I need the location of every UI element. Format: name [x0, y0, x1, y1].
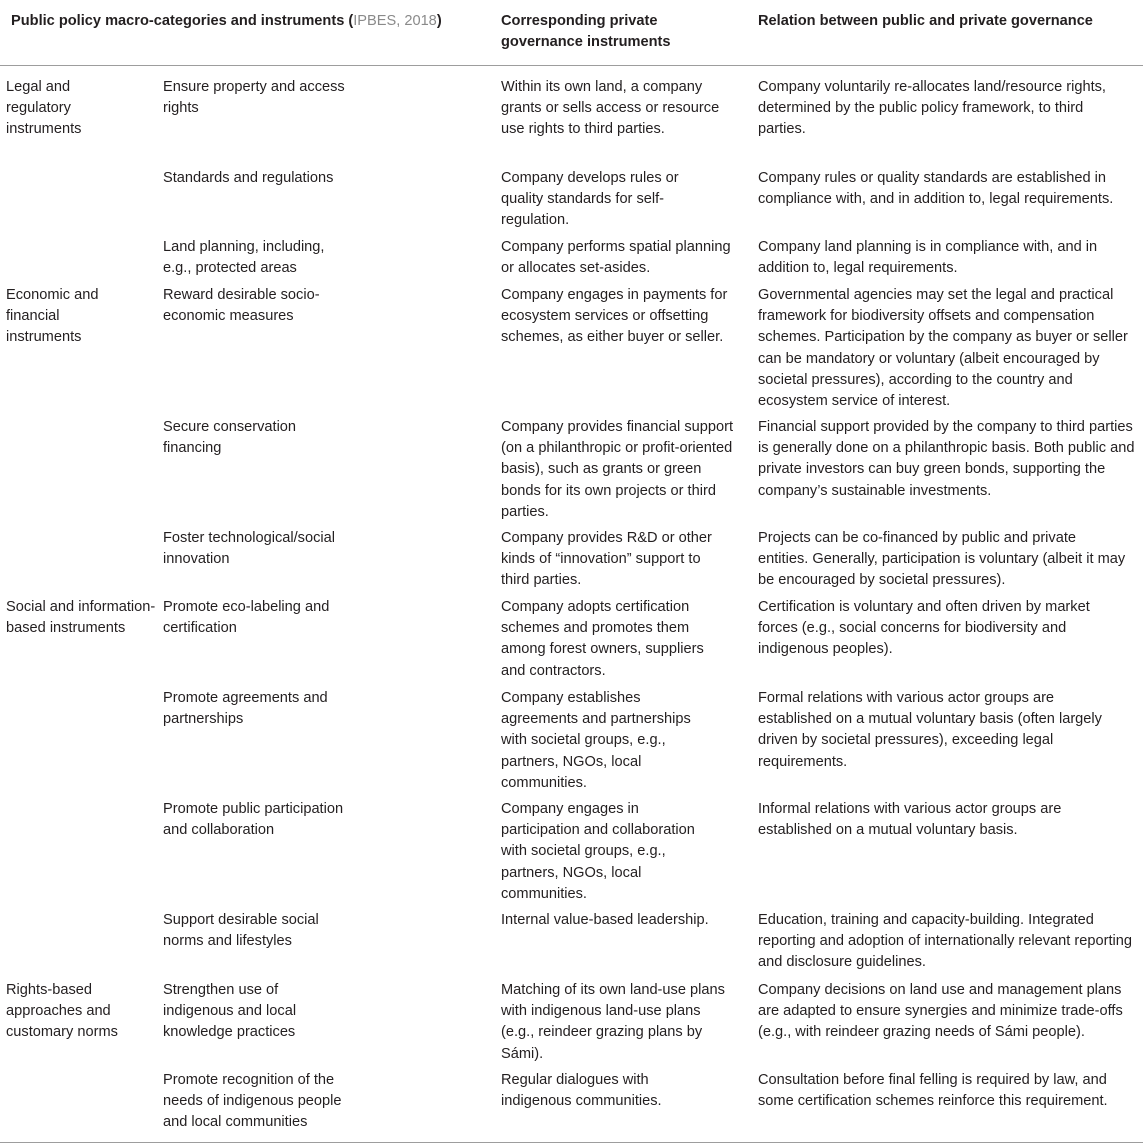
category-cell: Economic and financial instruments	[6, 287, 99, 346]
instrument-cell: Support desirable social norms and lifestyles	[163, 912, 319, 950]
header-relation: Relation between public and private governance	[758, 13, 1093, 29]
relation-cell: Certification is voluntary and often driven by market forces (e.g., social concerns for biodiversity and indigenous peoples).	[758, 599, 1090, 658]
private-instrument-cell: Company engages in participation and collaboration with societal groups, e.g., partners, NGOs, local communities.	[501, 801, 695, 902]
instrument-cell: Promote agreements and partnerships	[163, 690, 328, 728]
private-instrument-cell: Company provides R&D or other kinds of “innovation” support to third parties.	[501, 530, 712, 589]
relation-cell: Company voluntarily re-allocates land/resource rights, determined by the public policy framework, to third parties.	[758, 79, 1106, 138]
instrument-cell: Secure conservation financing	[163, 419, 297, 457]
relation-cell: Informal relations with various actor groups are established on a mutual voluntary basis.	[758, 801, 1062, 839]
instrument-cell: Standards and regulations	[163, 170, 334, 186]
header-policy-categories: Public policy macro-categories and instruments (IPBES, 2018)	[11, 13, 442, 29]
relation-cell: Education, training and capacity-building. Integrated reporting and adoption of internationally relevant reporting and disclosure guidelines.	[758, 912, 1133, 971]
instrument-cell: Strengthen use of indigenous and local knowledge practices	[163, 982, 297, 1041]
citation-link[interactable]: IPBES, 2018	[353, 13, 437, 29]
relation-cell: Financial support provided by the company to third parties is generally done on a philanthropic basis. Both public and private investors can buy green bonds, supporting the company’s sustainable investments.	[758, 419, 1135, 499]
relation-cell: Company decisions on land use and management plans are adapted to ensure synergies and minimize trade-offs (e.g., with reindeer grazing needs of Sámi people).	[758, 982, 1123, 1041]
private-instrument-cell: Within its own land, a company grants or sells access or resource use rights to third parties.	[501, 79, 720, 138]
table-header	[0, 0, 1143, 66]
private-instrument-cell: Company establishes agreements and partnerships with societal groups, e.g., partners, NGOs, local communities.	[501, 690, 691, 791]
relation-cell: Company land planning is in compliance with, and in addition to, legal requirements.	[758, 239, 1098, 277]
private-instrument-cell: Matching of its own land-use plans with indigenous land-use plans (e.g., reindeer grazing plans by Sámi).	[501, 982, 725, 1062]
relation-cell: Projects can be co-financed by public and private entities. Generally, participation is voluntary (albeit it may be encouraged by societal pressures).	[758, 530, 1126, 589]
relation-cell: Company rules or quality standards are established in compliance with, and in addition to, legal requirements.	[758, 170, 1114, 208]
private-instrument-cell: Company engages in payments for ecosystem services or offsetting schemes, as either buyer or seller.	[501, 287, 728, 346]
header-private-instruments: Corresponding private governance instruments	[501, 13, 671, 51]
instrument-cell: Ensure property and access rights	[163, 79, 345, 117]
relation-cell: Consultation before final felling is required by law, and some certification schemes reinforce this requirement.	[758, 1072, 1108, 1110]
private-instrument-cell: Internal value-based leadership.	[501, 912, 709, 928]
instrument-cell: Promote recognition of the needs of indigenous people and local communities	[163, 1072, 342, 1131]
table-bottom-rule	[0, 1142, 1143, 1143]
instrument-cell: Promote public participation and collaboration	[163, 801, 344, 839]
relation-cell: Formal relations with various actor groups are established on a mutual voluntary basis (often largely driven by societal pressures), exceeding legal requirements.	[758, 690, 1102, 770]
instrument-cell: Promote eco-labeling and certification	[163, 599, 330, 637]
private-instrument-cell: Company adopts certification schemes and promotes them among forest owners, suppliers and contractors.	[501, 599, 704, 679]
category-cell: Rights-based approaches and customary norms	[6, 982, 118, 1041]
private-instrument-cell: Regular dialogues with indigenous communities.	[501, 1072, 662, 1110]
relation-cell: Governmental agencies may set the legal and practical framework for biodiversity offsets and compensation schemes. Participation by the company as buyer or seller can be mandatory or voluntary (albeit encouraged by societal pressures), according to the country and ecosystem service of interest.	[758, 287, 1128, 410]
instrument-cell: Reward desirable socio-economic measures	[163, 287, 320, 325]
category-cell: Legal and regulatory instruments	[6, 79, 82, 138]
private-instrument-cell: Company performs spatial planning or allocates set-asides.	[501, 239, 731, 277]
instrument-cell: Land planning, including, e.g., protected areas	[163, 239, 325, 277]
instrument-cell: Foster technological/social innovation	[163, 530, 335, 568]
private-instrument-cell: Company provides financial support (on a philanthropic or profit-oriented basis), such as grants or green bonds for its own projects or third parties.	[501, 419, 734, 520]
category-cell: Social and information-based instruments	[6, 599, 156, 637]
private-instrument-cell: Company develops rules or quality standards for self-regulation.	[501, 170, 679, 229]
